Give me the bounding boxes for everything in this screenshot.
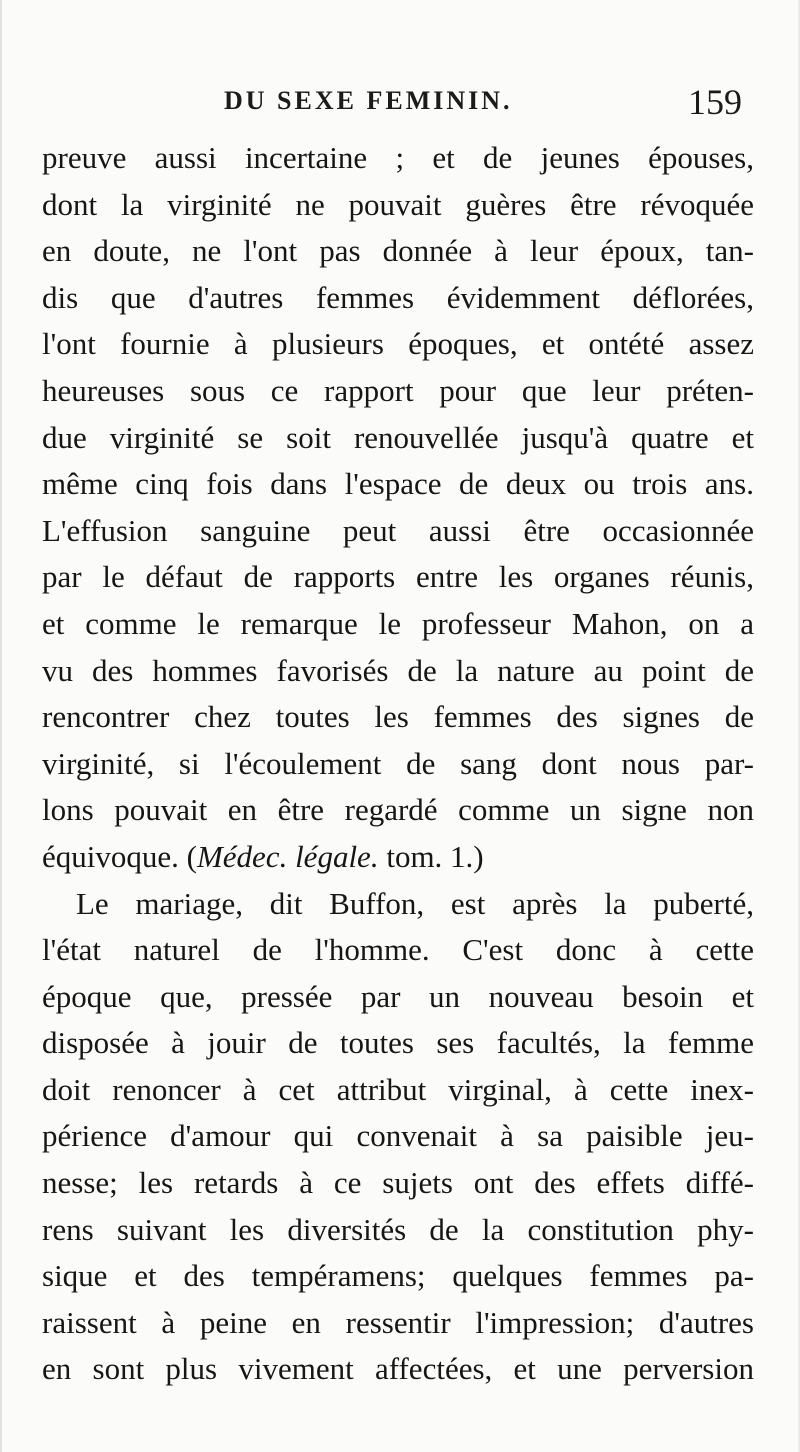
text-line: en doute, ne l'ont pas donnée à leur époux, tan-	[42, 233, 754, 269]
text-line: heureuses sous ce rapport pour que leur préten-	[42, 372, 754, 408]
text-line: dis que d'autres femmes évidemment déflorées,	[42, 279, 754, 315]
text-line: et comme le remarque le professeur Mahon, on a	[42, 605, 754, 641]
text-line: même cinq fois dans l'espace de deux ou trois ans.	[42, 466, 754, 502]
text-line: disposée à jouir de toutes ses facultés, la femme	[42, 1025, 754, 1061]
text-line: virginité, si l'écoulement de sang dont nous par-	[42, 745, 754, 781]
text-line: dont la virginité ne pouvait guères être révoquée	[42, 186, 754, 222]
text-line: rens suivant les diversités de la constitution phy-	[42, 1211, 754, 1247]
citation-source: Médec. légale.	[196, 838, 379, 874]
text-line: par le défaut de rapports entre les organes réunis,	[42, 559, 754, 595]
text-line: due virginité se soit renouvellée jusqu'à quatre et	[42, 419, 754, 455]
text-line: époque que, pressée par un nouveau besoin et	[42, 978, 754, 1014]
page-header	[2, 84, 800, 124]
citation-line	[42, 834, 754, 881]
text-line: vu des hommes favorisés de la nature au point de	[42, 652, 754, 688]
text-line: sique et des tempéramens; quelques femmes pa-	[42, 1258, 754, 1294]
text-line: rencontrer chez toutes les femmes des signes de	[42, 699, 754, 735]
citation-close: tom. 1.)	[378, 838, 484, 874]
text-line: raissent à peine en ressentir l'impression; d'autres	[42, 1304, 754, 1340]
text-line: preuve aussi incertaine ; et de jeunes épouses,	[42, 140, 754, 175]
text-line: l'ont fournie à plusieurs époques, et ontété assez	[42, 326, 754, 362]
text-line: doit renoncer à cet attribut virginal, à cette inex-	[42, 1071, 754, 1107]
text-line: L'effusion sanguine peut aussi être occasionnée	[42, 512, 754, 548]
citation-open: équivoque. (	[42, 838, 197, 874]
text-line: nesse; les retards à ce sujets ont des effets diffé-	[42, 1165, 754, 1201]
text-line: Le mariage, dit Buffon, est après la puberté,	[76, 885, 754, 921]
paragraph-1	[42, 135, 754, 881]
text-line: périence d'amour qui convenait à sa paisible jeu-	[42, 1118, 754, 1154]
text-line: lons pouvait en être regardé comme un signe non	[42, 792, 754, 828]
page-number: 159	[688, 82, 742, 122]
body-text	[42, 135, 754, 1393]
paragraph-2	[42, 881, 754, 1394]
running-title: DU SEXE FEMININ.	[224, 86, 513, 115]
text-line: l'état naturel de l'homme. C'est donc à cette	[42, 932, 754, 968]
text-line: en sont plus vivement affectées, et une perversion	[42, 1351, 754, 1387]
